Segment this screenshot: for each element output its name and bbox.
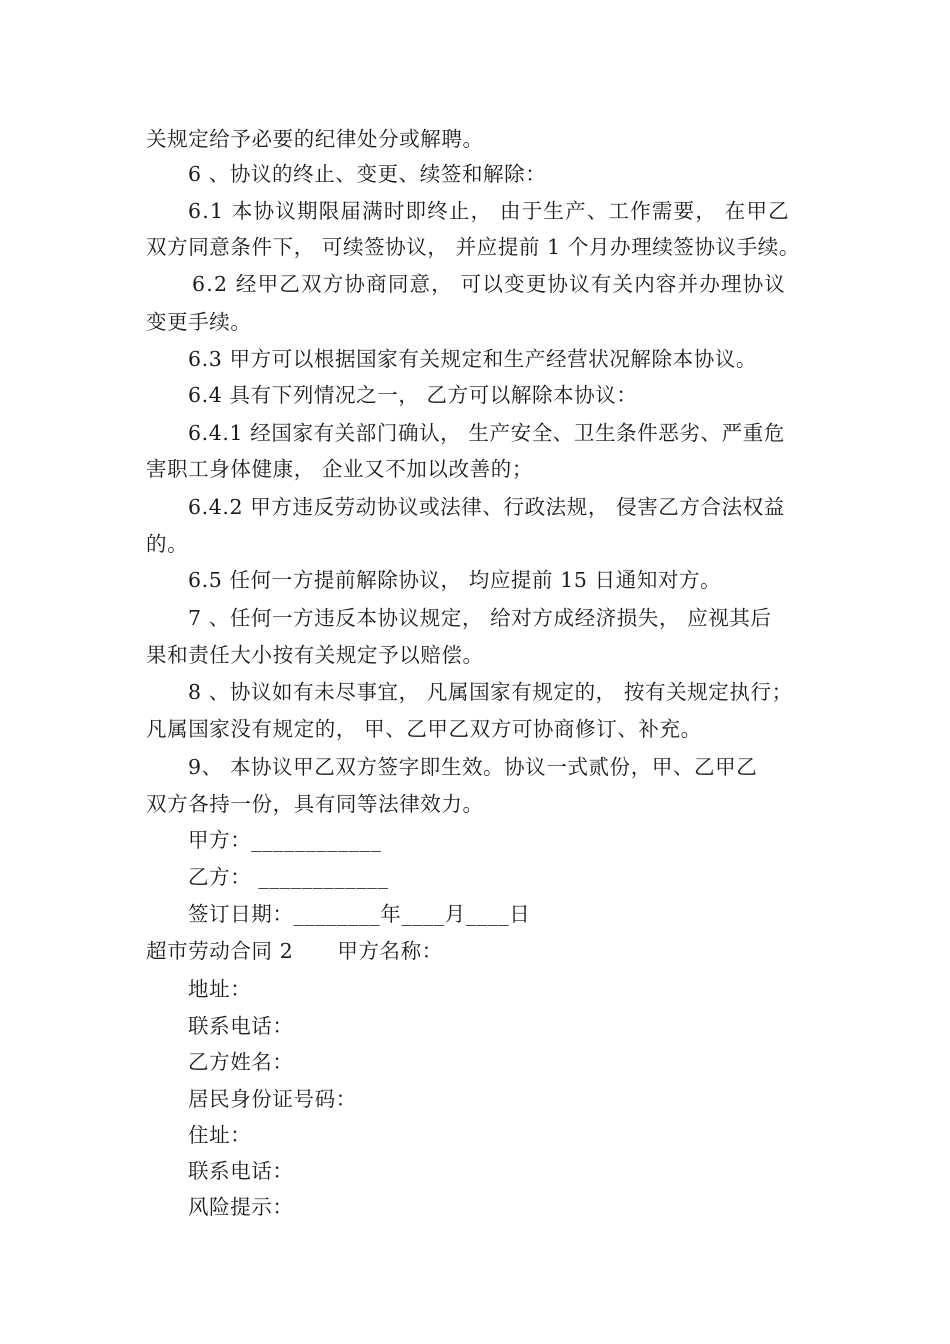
address-label: 地址： (188, 977, 252, 1001)
clause-6-4-2: 6.4.2 甲方违反劳动协议或法律、行政法规， 侵害乙方合法权益 (188, 495, 785, 519)
signing-date-line: 签订日期：________年____月____日 (188, 902, 531, 926)
section-heading-6: 6 、协议的终止、变更、续签和解除： (188, 162, 547, 186)
clause-6-4: 6.4 具有下列情况之一， 乙方可以解除本协议： (188, 383, 638, 407)
clause-6-1: 6.1 本协议期限届满时即终止， 由于生产、工作需要， 在甲乙 (188, 199, 790, 223)
residence-label: 住址： (188, 1123, 252, 1147)
phone-label-a: 联系电话： (188, 1014, 294, 1038)
clause-6-4-1: 6.4.1 经国家有关部门确认， 生产安全、卫生条件恶劣、严重危 (188, 421, 785, 445)
party-b-name-label: 乙方姓名： (188, 1050, 294, 1074)
clause-9: 9、 本协议甲乙双方签字即生效。协议一式贰份，甲、乙甲乙 (188, 755, 758, 779)
party-a-name-label: 甲方名称： (337, 939, 443, 963)
clause-7-continued: 果和责任大小按有关规定予以赔偿。 (146, 643, 484, 667)
clause-6-2: 6.2 经甲乙双方协商同意， 可以变更协议有关内容并办理协议 (192, 272, 787, 296)
clause-7: 7 、任何一方违反本协议规定， 给对方成经济损失， 应视其后 (188, 606, 772, 630)
clause-8: 8 、协议如有未尽事宜， 凡属国家有规定的， 按有关规定执行； (188, 680, 793, 704)
clause-8-continued: 凡属国家没有规定的， 甲、乙甲乙双方可协商修订、补充。 (146, 717, 702, 741)
risk-notice-label: 风险提示： (188, 1195, 294, 1219)
clause-6-3: 6.3 甲方可以根据国家有关规定和生产经营状况解除本协议。 (188, 347, 758, 371)
contract-2-heading (146, 938, 443, 964)
clause-6-4-2-continued: 的。 (146, 532, 189, 556)
clause-6-2-continued: 变更手续。 (146, 310, 252, 334)
phone-label-b: 联系电话： (188, 1159, 294, 1183)
party-b-signature-line: 乙方： ____________ (188, 865, 389, 889)
contract-2-title: 超市劳动合同 2 (146, 939, 294, 963)
clause-6-1-continued: 双方同意条件下， 可续签协议， 并应提前 1 个月办理续签协议手续。 (146, 235, 801, 259)
clause-6-5: 6.5 任何一方提前解除协议， 均应提前 15 日通知对方。 (188, 568, 722, 592)
clause-9-continued: 双方各持一份，具有同等法律效力。 (146, 792, 484, 816)
paragraph-line: 关规定给予必要的纪律处分或解聘。 (146, 127, 484, 151)
clause-6-4-1-continued: 害职工身体健康， 企业又不加以改善的； (146, 457, 533, 481)
party-a-signature-line: 甲方：____________ (188, 828, 382, 852)
id-number-label: 居民身份证号码： (188, 1087, 357, 1111)
